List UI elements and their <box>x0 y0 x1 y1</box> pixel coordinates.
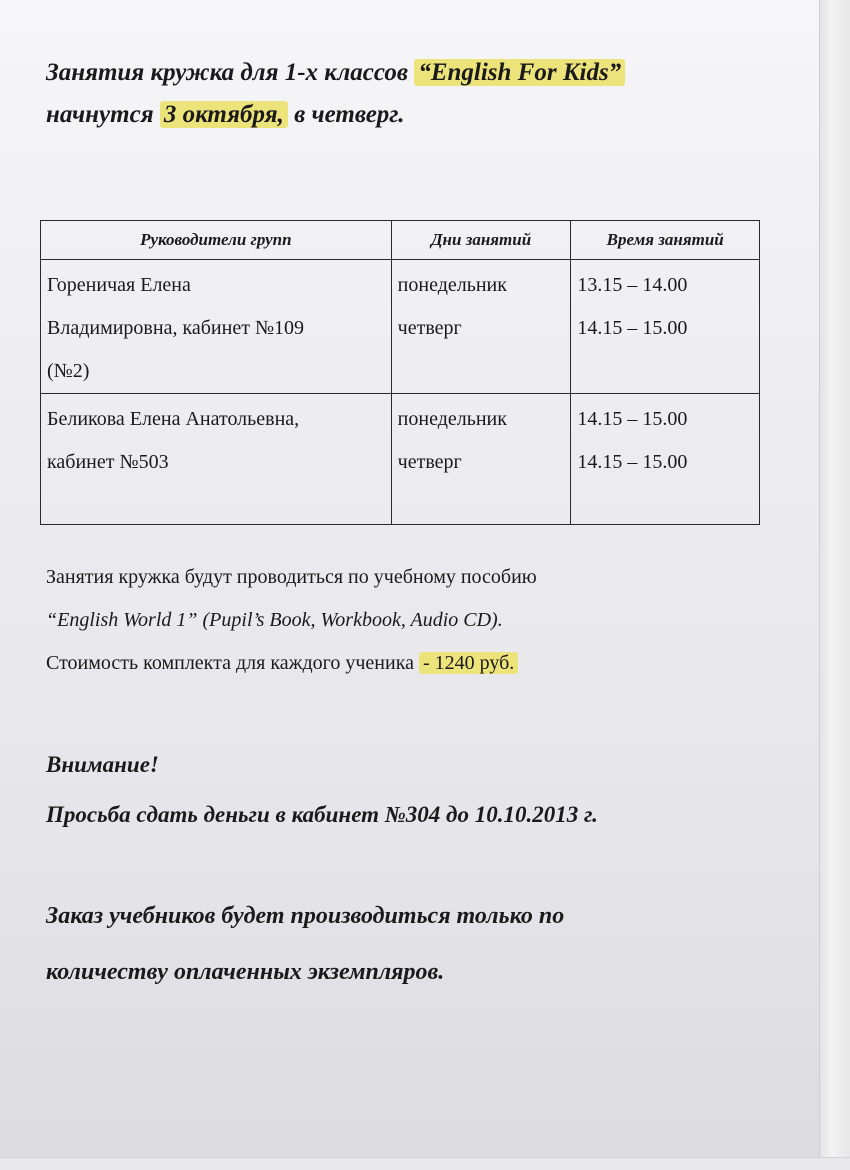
header-leaders: Руководители групп <box>41 221 392 260</box>
course-name-highlight: “English For Kids” <box>414 59 625 86</box>
paper-edge-bottom <box>0 1157 850 1170</box>
header-time: Время занятий <box>571 221 760 260</box>
time-label: 14.15 – 15.00 <box>577 317 688 339</box>
cost-value-highlight: - 1240 руб. <box>419 652 518 674</box>
leader-cell <box>41 394 392 525</box>
attention-heading: Внимание! <box>46 752 159 777</box>
attention-text: Просьба сдать деньги в кабинет №304 до 10.10.2013 г. <box>46 802 598 827</box>
materials-section <box>46 556 786 685</box>
leader-line: Владимировна, кабинет №109 <box>47 317 305 339</box>
days-cell <box>391 260 571 394</box>
ordering-section <box>46 888 786 1000</box>
title-prefix: Занятия кружка для 1-х классов <box>46 59 415 86</box>
table-row <box>41 260 760 394</box>
ordering-line: Заказ учебников будет производиться только по <box>46 903 565 929</box>
time-cell <box>571 260 760 394</box>
day-label: четверг <box>397 317 462 339</box>
leader-line: кабинет №503 <box>47 451 169 473</box>
header-days: Дни занятий <box>391 221 571 260</box>
day-label: понедельник <box>397 274 507 296</box>
attention-section <box>46 740 786 840</box>
table-row <box>41 394 760 525</box>
paper-edge-right <box>819 0 850 1170</box>
days-cell <box>391 394 571 525</box>
time-label: 14.15 – 15.00 <box>577 408 688 430</box>
leader-line: Беликова Елена Анатольевна, <box>47 408 300 430</box>
cost-line <box>46 642 786 685</box>
leader-cell <box>41 260 392 394</box>
start-date-highlight: 3 октября, <box>160 101 288 128</box>
start-suffix: в четверг. <box>287 101 405 128</box>
schedule-header-row <box>41 221 760 260</box>
leader-line: Гореничая Елена <box>47 274 191 296</box>
ordering-line: количеству оплаченных экземпляров. <box>46 959 445 985</box>
textbook-title: “English World 1” (Pupil’s Book, Workbook, Audio CD). <box>46 609 503 631</box>
time-label: 14.15 – 15.00 <box>577 451 688 473</box>
materials-intro: Занятия кружка будут проводиться по учебному пособию <box>46 566 537 588</box>
day-label: четверг <box>397 451 462 473</box>
cost-prefix: Стоимость комплекта для каждого ученика <box>46 652 419 674</box>
time-cell <box>571 394 760 525</box>
schedule-table <box>40 220 760 525</box>
time-label: 13.15 – 14.00 <box>577 274 688 296</box>
day-label: понедельник <box>397 408 507 430</box>
start-prefix: начнутся <box>46 101 160 128</box>
notice-title <box>46 52 786 136</box>
leader-line: (№2) <box>47 360 90 382</box>
